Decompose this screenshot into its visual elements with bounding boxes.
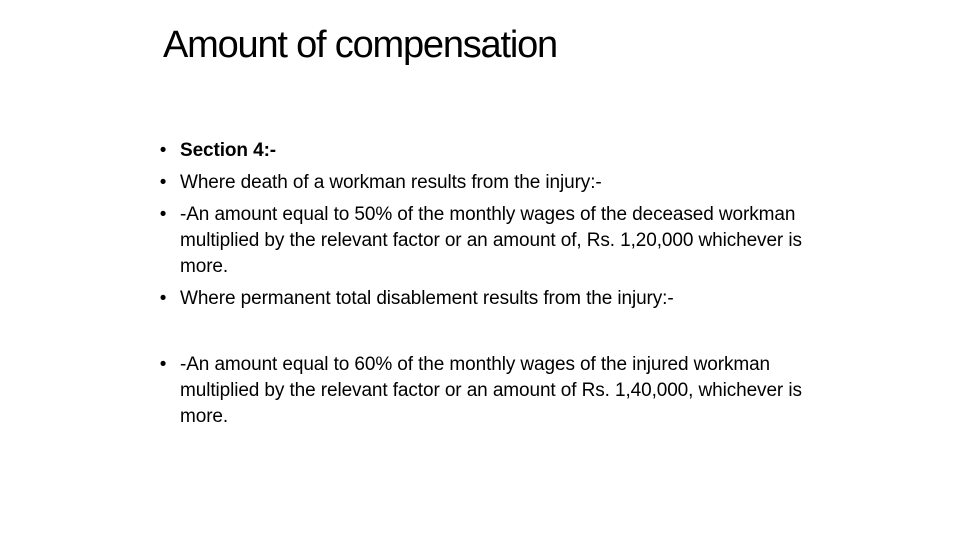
bullet-dot-icon: •: [159, 288, 167, 309]
bullet-text: Where death of a workman results from the injury:-: [180, 172, 602, 193]
bullet-item-disablement-heading: [156, 286, 806, 312]
bullet-text: -An amount equal to 60% of the monthly wages of the injured workman multiplied by the relevant factor or an amount of Rs. 1,40,000, whichever is more.: [180, 354, 802, 427]
bullet-item-disablement-amount: [156, 352, 806, 430]
bullet-item-section-4: [156, 138, 806, 164]
bullet-dot-icon: •: [159, 354, 167, 375]
bullet-item-death-amount: [156, 202, 806, 280]
bullet-dot-icon: •: [159, 204, 167, 225]
bullet-item-death-heading: [156, 170, 806, 196]
bullet-text: -An amount equal to 50% of the monthly wages of the deceased workman multiplied by the relevant factor or an amount of, Rs. 1,20,000 whichever is more.: [180, 204, 802, 277]
bullet-dot-icon: •: [159, 172, 167, 193]
bullet-text: Where permanent total disablement results from the injury:-: [180, 288, 674, 309]
slide-title: Amount of compensation: [163, 24, 557, 66]
bullet-dot-icon: •: [159, 140, 167, 161]
bullet-text: Section 4:-: [180, 140, 277, 161]
bullet-list: [156, 138, 806, 436]
